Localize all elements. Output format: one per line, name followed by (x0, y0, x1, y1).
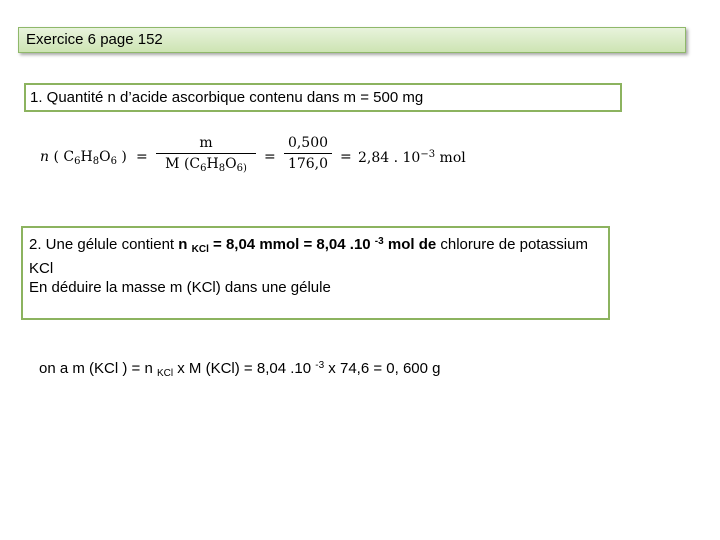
question-2-line-2: En déduire la masse m (KCl) dans une gélule (29, 279, 331, 296)
formula-close-paren: ) (121, 149, 127, 165)
formula-equals-2: = (264, 149, 276, 165)
formula-fraction-2-numerator: 0,500 (287, 135, 329, 151)
answer-exponent: -3 (315, 360, 325, 371)
formula-open-paren: ( (53, 149, 59, 165)
formula-quantity (40, 133, 466, 188)
formula-fraction-1-numerator: m (199, 135, 213, 151)
formula-result-unit: mol (439, 150, 466, 166)
formula-o-sub: 6 (110, 156, 117, 167)
question-1-box (24, 83, 622, 112)
formula-fraction-2-denominator: 176,0 (287, 156, 329, 172)
formula-h-sub: 8 (92, 156, 100, 167)
question-2-suffix: chlorure de potassium KCl (29, 236, 588, 277)
answer-kcl-sub: KCl (156, 368, 174, 379)
question-2-kcl-sub: KCl (191, 244, 209, 255)
slide-title: Exercice 6 page 152 (18, 27, 686, 53)
question-2-n: n (178, 236, 192, 253)
question-2-line-1: 2. Une gélule contient n $_{KCl}$ = 8,04 mmol = 8,04 .10 $^{-3}$ mol de chlorure de potassium KCl (29, 236, 588, 277)
question-2-mol: mol de (383, 236, 437, 253)
formula-result-value: 2,84 . 10 (358, 150, 421, 166)
formula-fraction-2 (284, 135, 332, 172)
formula-equals-3: = (340, 149, 352, 165)
formula-h: H (80, 149, 93, 165)
question-1-text: 1. Quantité n d’acide ascorbique contenu dans m = 500 mg (30, 89, 424, 106)
formula-fraction-1 (156, 135, 256, 174)
formula-result (358, 149, 466, 166)
question-2-exponent: -3 (374, 236, 384, 247)
formula-c: C (63, 149, 75, 165)
formula-o: O (99, 149, 111, 165)
formula-c-sub: 6 (74, 156, 81, 167)
formula-equals-1: = (136, 149, 148, 165)
question-2-box (21, 226, 610, 320)
formula-fraction-1-denominator: M ($C_6H_8O_{6)}$ (165, 156, 247, 174)
question-2-value: = 8,04 mmol = 8,04 .10 (208, 236, 375, 253)
formula-lhs (40, 149, 127, 167)
formula-n: n (40, 149, 50, 165)
formula-result-exponent: −3 (420, 149, 436, 160)
answer-line: on a m (KCl ) = n $_{KCl}$ x M (KCl) = 8,04 .10 $^{-3}$ x 74,6 = 0, 600 g (39, 360, 441, 379)
